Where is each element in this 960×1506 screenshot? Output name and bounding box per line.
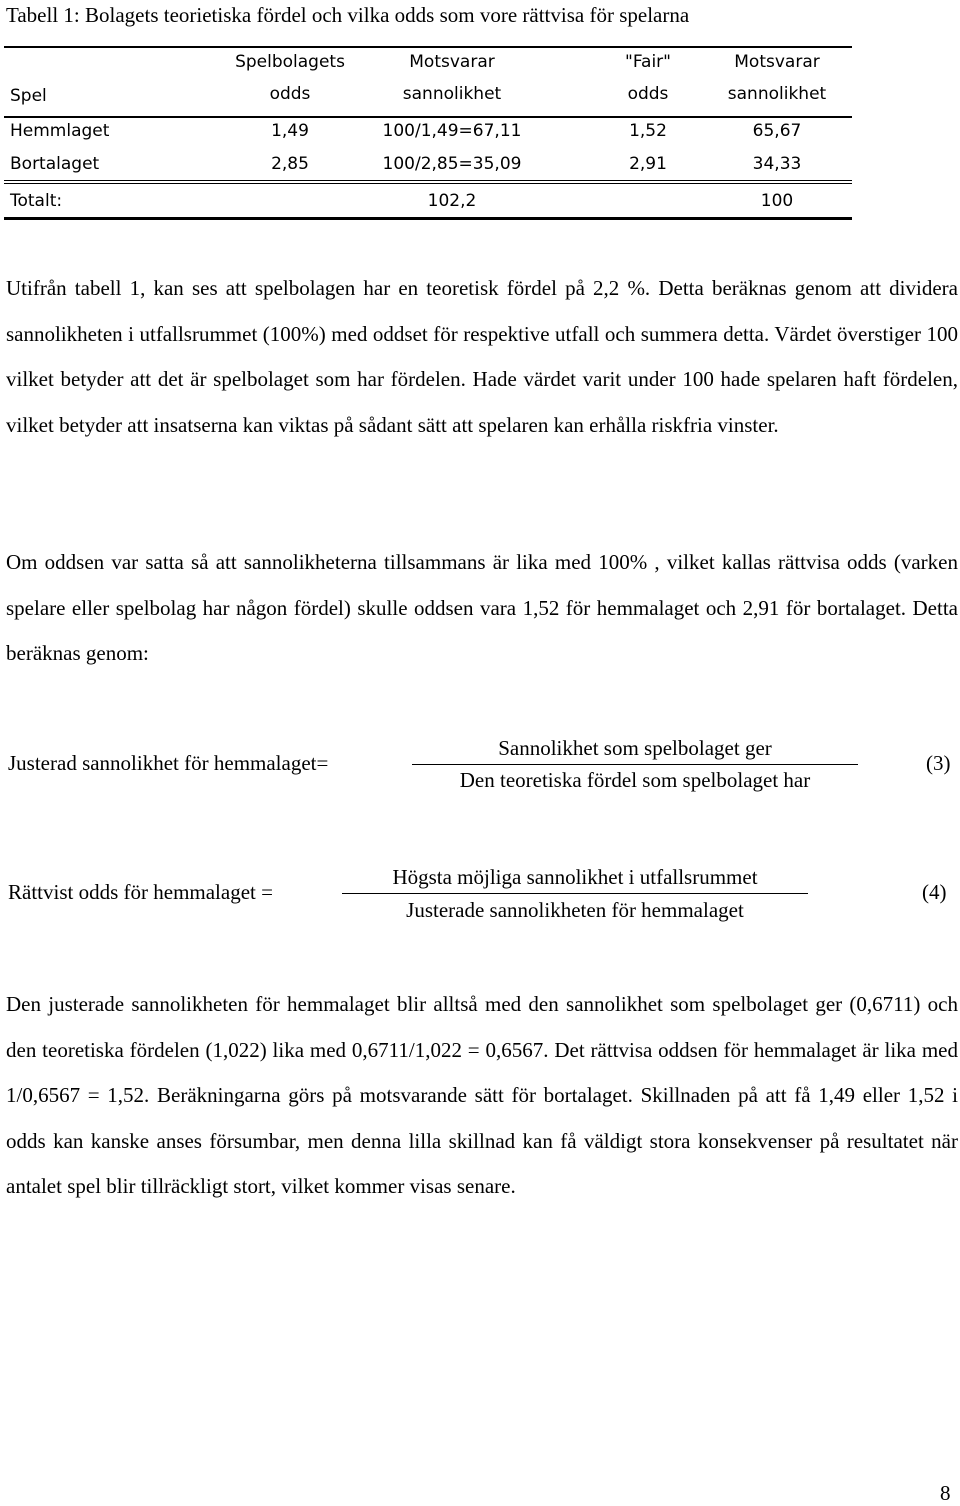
- total-prob: 102,2: [427, 191, 477, 211]
- equation-4-fraction-bar: [342, 893, 808, 894]
- page-number: 8: [940, 1481, 951, 1505]
- equation-4-lhs: Rättvist odds för hemmalaget =: [8, 880, 273, 904]
- total-fair-prob: 100: [760, 191, 794, 211]
- table-row-fair-odds: 1,52: [629, 121, 667, 141]
- paragraph-3: Den justerade sannolikheten för hemmalaget blir alltså med den sannolikhet som spelbolaget ger (0,6711) och den teoretiska fördelen (1,022) lika med 0,6711/1,022 = 0,6567. Det rättvisa oddsen för hemmalaget är lika med 1/0,6567 = 1,52. Beräkningarna görs på motsvarande sätt för bortalaget. Skillnaden på att få 1,49 eller 1,52 i odds kan kanske anses försumbar, men denna lilla skillnad kan få väldigt stora konsekvenser på resultatet när antalet spel blir tillräckligt stort, vilket kommer visas senare.: [6, 992, 958, 1199]
- odds-table: [0, 46, 852, 221]
- header-fair-line2: odds: [627, 84, 669, 104]
- table-caption: Tabell 1: Bolagets teorietiska fördel och vilka odds som vore rättvisa för spelarna: [6, 3, 690, 27]
- total-rule-lower: [4, 183, 852, 184]
- table-row-fair-odds: 2,91: [629, 154, 667, 174]
- table-row-prob: 100/2,85=35,09: [382, 154, 522, 174]
- equation-3-number: (3): [926, 751, 951, 775]
- table-row-odds: 1,49: [271, 121, 309, 141]
- equation-4-numerator: Högsta möjliga sannolikhet i utfallsrummet: [392, 865, 758, 889]
- table-bottom-rule: [4, 217, 852, 220]
- total-rule-upper: [4, 180, 852, 181]
- header-rule: [4, 116, 852, 118]
- table-row-name: Bortalaget: [10, 154, 100, 174]
- header-fair-line1: "Fair": [625, 52, 671, 72]
- equation-4-denominator: Justerade sannolikheten för hemmalaget: [406, 898, 744, 922]
- table-top-rule: [4, 46, 852, 48]
- equation-3-lhs: Justerad sannolikhet för hemmalaget=: [8, 751, 329, 775]
- equation-3-fraction-bar: [412, 764, 858, 765]
- table-row-prob: 100/1,49=67,11: [382, 121, 522, 141]
- total-label: Totalt:: [10, 191, 63, 211]
- header-prob-line2: sannolikhet: [402, 84, 502, 104]
- header-odds-line1: Spelbolagets: [235, 52, 345, 72]
- header-odds-line2: odds: [269, 84, 311, 104]
- table-row-fair-prob: 34,33: [752, 154, 802, 174]
- paragraph-1: Utifrån tabell 1, kan ses att spelbolagen har en teoretisk fördel på 2,2 %. Detta beräknas genom att dividera sannolikheten i utfallsrummet (100%) med oddset för respektive utfall och summera detta. Värdet överstiger 100 vilket betyder att det är spelbolaget som har fördelen. Hade värdet varit under 100 hade spelaren haft fördelen, vilket betyder att insatserna kan viktas på sådant sätt att spelaren kan erhålla riskfria vinster.: [6, 276, 958, 437]
- table-row-odds: 2,85: [271, 154, 309, 174]
- equation-4-number: (4): [922, 880, 947, 904]
- header-spel: Spel: [10, 86, 47, 106]
- equation-3-numerator: Sannolikhet som spelbolaget ger: [498, 736, 772, 760]
- equation-3-denominator: Den teoretiska fördel som spelbolaget har: [459, 768, 811, 792]
- paragraph-2: Om oddsen var satta så att sannolikheterna tillsammans är lika med 100% , vilket kallas rättvisa odds (varken spelare eller spelbolag har någon fördel) skulle oddsen vara 1,52 för hemmalaget och 2,91 för bortalaget. Detta beräknas genom:: [6, 550, 958, 666]
- header-fairprob-line2: sannolikhet: [727, 84, 827, 104]
- table-row-name: Hemmlaget: [10, 121, 110, 141]
- header-prob-line1: Motsvarar: [409, 52, 495, 72]
- header-fairprob-line1: Motsvarar: [734, 52, 820, 72]
- table-row-fair-prob: 65,67: [752, 121, 802, 141]
